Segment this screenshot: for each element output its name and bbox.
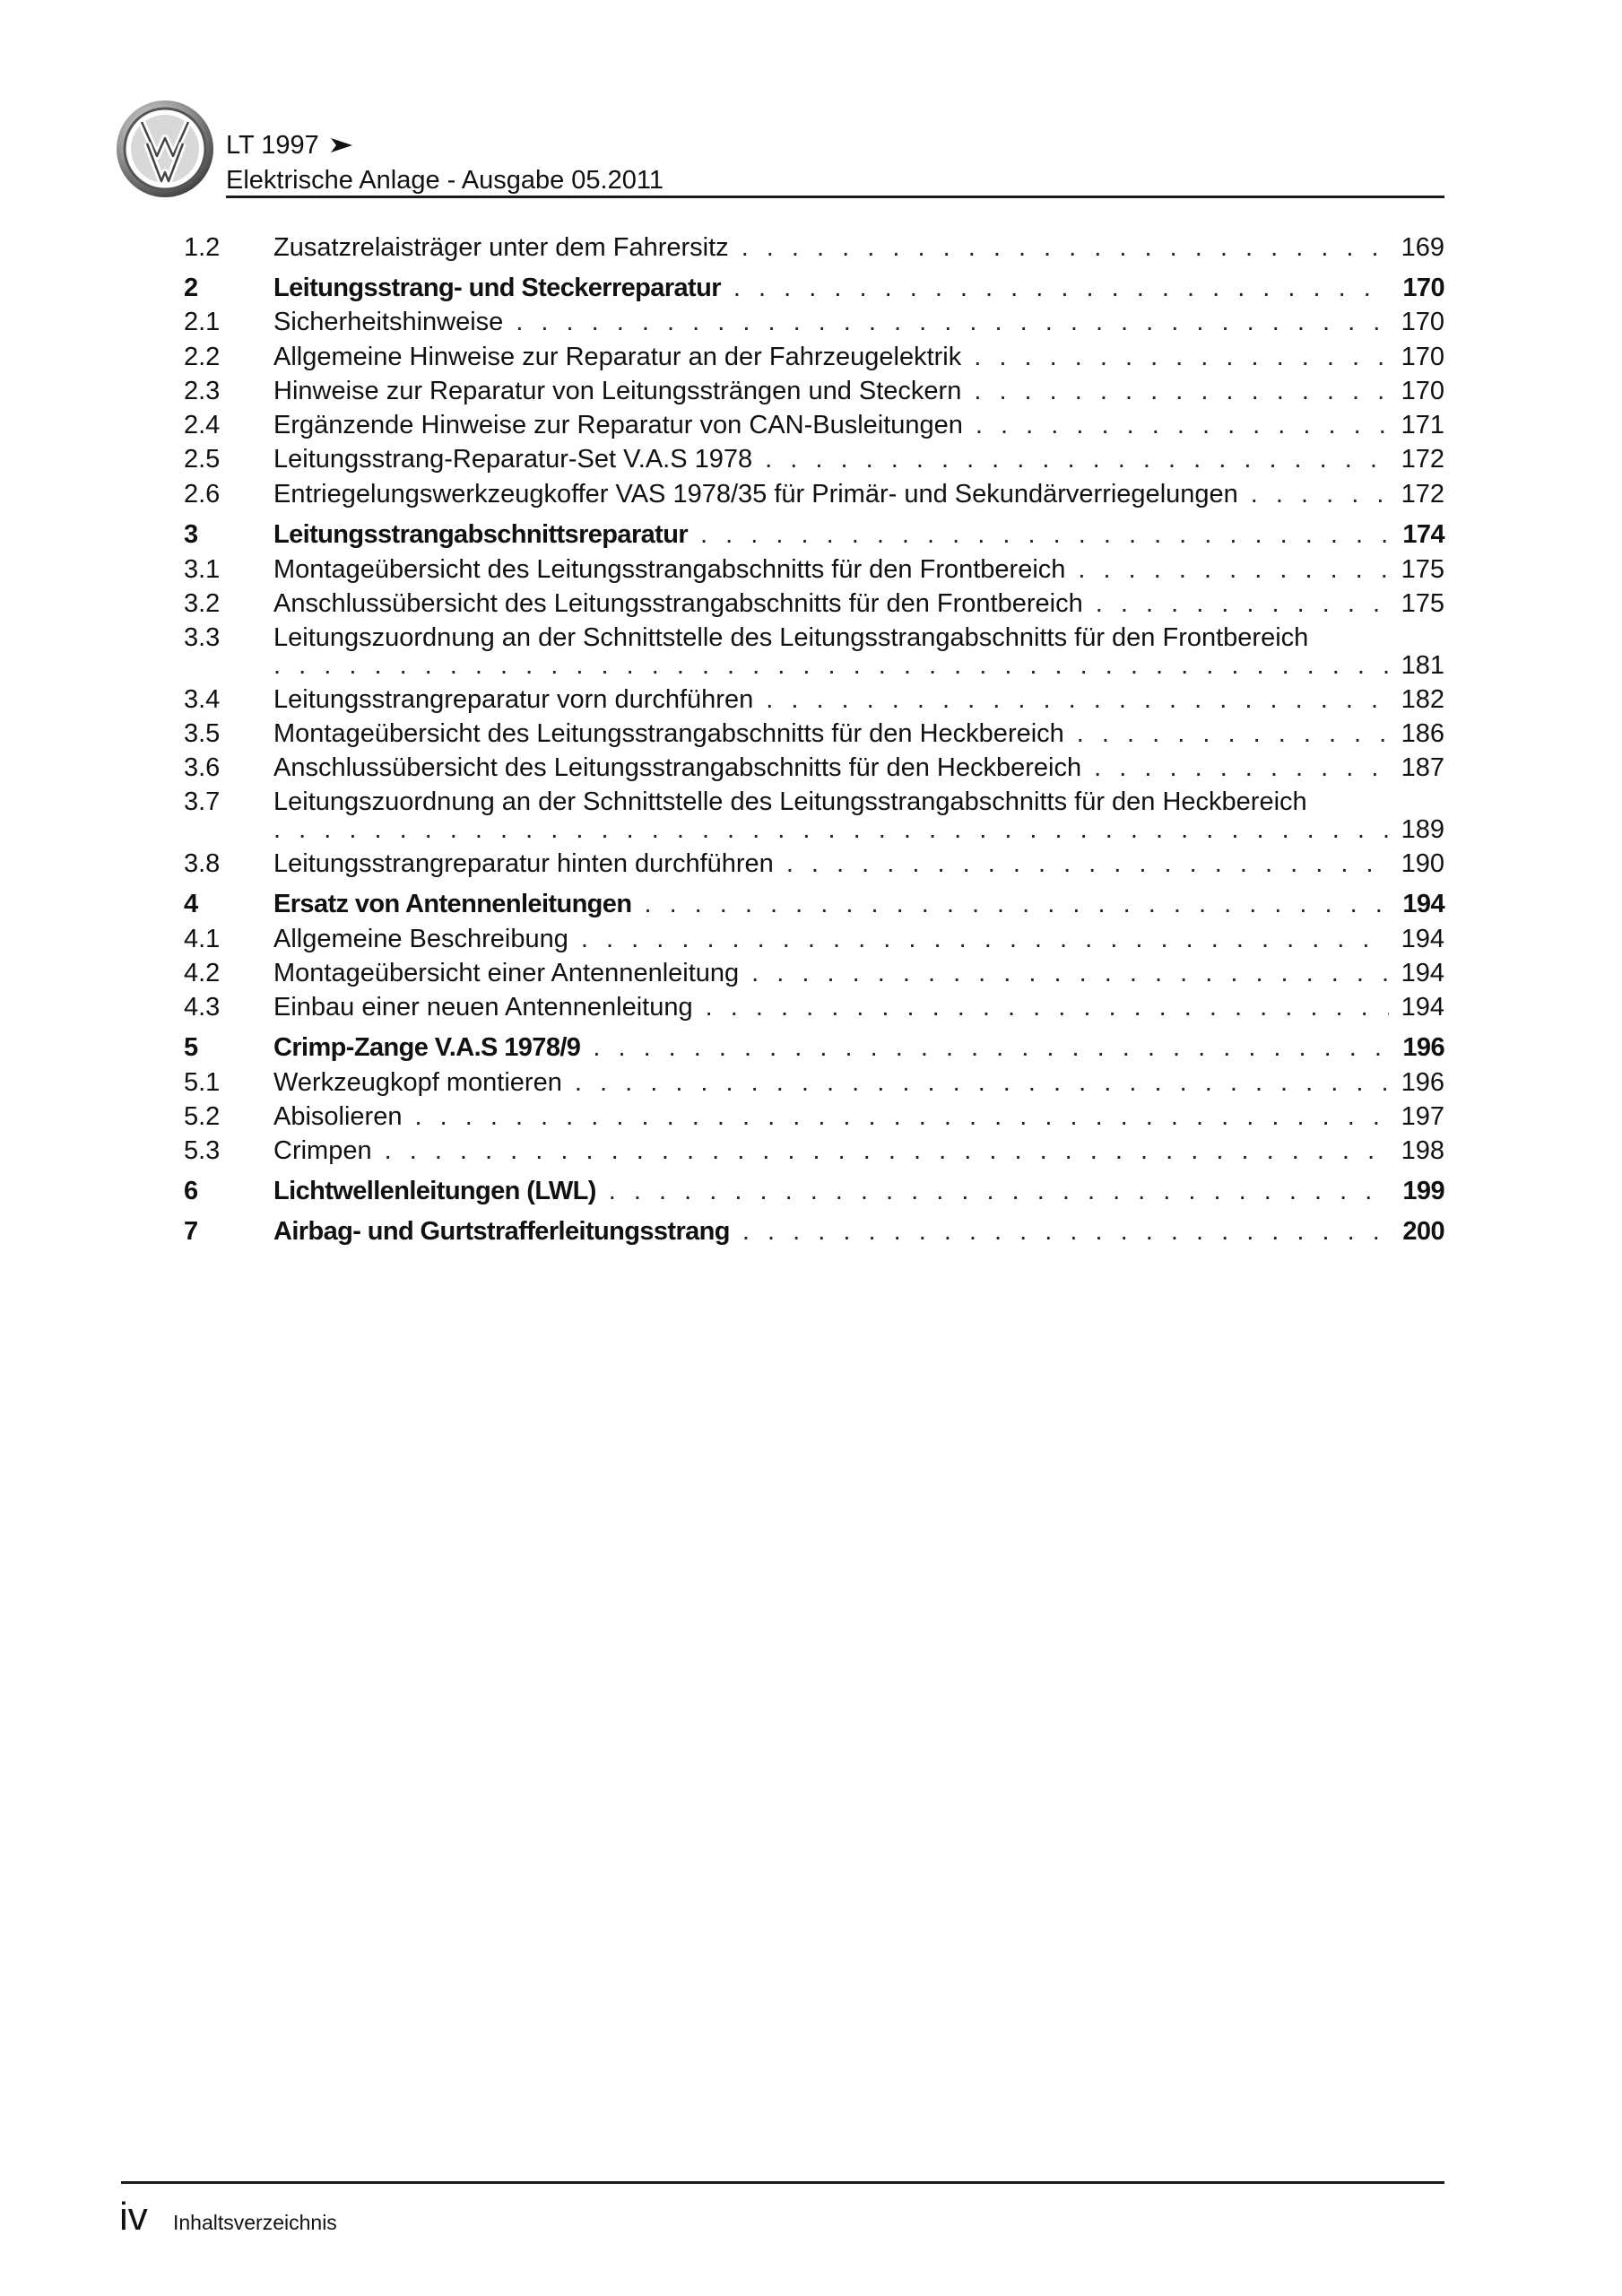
toc-leader	[1078, 553, 1388, 586]
toc-page: 200	[1402, 1217, 1444, 1246]
toc-number: 2	[184, 274, 198, 302]
toc-number: 2.2	[184, 343, 221, 371]
toc-title: Montageübersicht einer Antennenleitung	[273, 959, 740, 987]
toc-leader	[385, 1135, 1389, 1167]
toc-page: 194	[1401, 959, 1444, 987]
toc-number: 3.3	[184, 623, 221, 652]
toc-number: 4	[184, 890, 198, 918]
toc-title: Leitungsstrangreparatur vorn durchführen	[273, 685, 754, 714]
toc-title: Zusatzrelaisträger unter dem Fahrersitz	[273, 233, 729, 262]
toc-number: 3.2	[184, 589, 221, 618]
arrow-right-icon	[330, 137, 353, 153]
toc-number: 5.3	[184, 1136, 221, 1165]
toc-title: Leitungsstrangreparatur hinten durchführen	[273, 849, 774, 878]
toc-number: 3.7	[184, 787, 221, 816]
toc-title: Airbag- und Gurtstrafferleitungsstrang	[273, 1217, 730, 1246]
toc-page: 172	[1401, 445, 1444, 474]
footer-page-number: iv	[119, 2195, 148, 2239]
footer-section: Inhaltsverzeichnis	[173, 2211, 337, 2234]
toc-leader	[700, 518, 1390, 551]
toc-number: 5	[184, 1033, 198, 1062]
toc-leader	[706, 991, 1389, 1023]
toc-number: 4.1	[184, 925, 221, 953]
header-model	[226, 130, 353, 161]
toc-number: 7	[184, 1217, 198, 1246]
toc-title: Werkzeugkopf montieren	[273, 1068, 562, 1097]
toc-page: 196	[1401, 1068, 1444, 1097]
toc-page: 181	[1401, 651, 1444, 680]
toc-page: 169	[1401, 233, 1444, 262]
toc-title: Anschlussübersicht des Leitungsstrangabschnitts für den Heckbereich	[273, 753, 1082, 782]
toc-title: Allgemeine Beschreibung	[273, 925, 568, 953]
toc-leader	[742, 1215, 1391, 1248]
toc-number: 3.1	[184, 555, 221, 584]
toc-leader	[581, 923, 1389, 955]
toc-number: 4.3	[184, 993, 221, 1022]
toc-page: 190	[1401, 849, 1444, 878]
toc-number: 3.4	[184, 685, 221, 714]
toc-page: 196	[1402, 1033, 1444, 1062]
toc-number: 2.3	[184, 377, 221, 405]
toc-title: Leitungsstrang-Reparatur-Set V.A.S 1978	[273, 445, 753, 474]
toc-title: Allgemeine Hinweise zur Reparatur an der Fahrzeugelektrik	[273, 343, 962, 371]
footer-divider	[121, 2181, 1444, 2184]
toc-title: Hinweise zur Reparatur von Leitungssträngen und Steckern	[273, 377, 962, 405]
toc-number: 1.2	[184, 233, 221, 262]
toc-leader	[1096, 587, 1389, 620]
toc-number: 3.6	[184, 753, 221, 782]
toc-number: 5.2	[184, 1102, 221, 1131]
toc-page: 171	[1401, 411, 1444, 439]
toc-leader	[575, 1066, 1389, 1099]
toc-leader	[976, 409, 1389, 441]
toc-number: 2.5	[184, 445, 221, 474]
toc-number: 3.8	[184, 849, 221, 878]
toc-leader	[974, 375, 1388, 407]
toc-leader	[414, 1100, 1388, 1133]
toc-number: 2.1	[184, 308, 221, 336]
toc-leader	[644, 888, 1390, 920]
toc-entry[interactable]	[184, 786, 1444, 850]
toc-leader	[751, 957, 1388, 989]
toc-leader	[593, 1031, 1390, 1064]
toc-entry[interactable]	[184, 622, 1444, 686]
toc-page: 197	[1401, 1102, 1444, 1131]
toc-title: Leitungsstrang- und Steckerreparatur	[273, 274, 721, 302]
toc-page: 174	[1402, 520, 1444, 549]
toc-page: 198	[1401, 1136, 1444, 1165]
header-model-text: LT 1997	[226, 131, 319, 160]
toc-title: Montageübersicht des Leitungsstrangabschnitts für den Heckbereich	[273, 719, 1064, 748]
toc-number: 6	[184, 1177, 198, 1205]
toc-title: Anschlussübersicht des Leitungsstrangabschnitts für den Frontbereich	[273, 589, 1083, 618]
toc-page: 170	[1402, 274, 1444, 302]
toc-leader	[273, 649, 1389, 682]
toc-page: 170	[1401, 308, 1444, 336]
toc-title: Entriegelungswerkzeugkoffer VAS 1978/35 für Primär- und Sekundärverriegelungen	[273, 480, 1238, 509]
toc-number: 3.5	[184, 719, 221, 748]
toc-title: Leitungsstrangabschnittsreparatur	[273, 520, 689, 549]
toc-number: 2.6	[184, 480, 221, 509]
toc-title: Leitungszuordnung an der Schnittstelle des Leitungsstrangabschnitts für den Frontbereich	[273, 623, 1309, 652]
toc-title: Ersatz von Antennenleitungen	[273, 890, 632, 918]
toc-page: 170	[1401, 377, 1444, 405]
toc-leader	[766, 683, 1388, 716]
toc-page: 175	[1401, 589, 1444, 618]
header-divider	[226, 196, 1444, 198]
toc-page: 170	[1401, 343, 1444, 371]
toc-title: Montageübersicht des Leitungsstrangabschnitts für den Frontbereich	[273, 555, 1066, 584]
toc-leader	[1251, 478, 1389, 510]
toc-page: 194	[1402, 890, 1444, 918]
toc-number: 5.1	[184, 1068, 221, 1097]
vw-logo-icon	[115, 99, 215, 199]
toc-leader	[1094, 752, 1388, 784]
toc-number: 3	[184, 520, 198, 549]
toc-title: Crimp-Zange V.A.S 1978/9	[273, 1033, 581, 1062]
toc-title: Lichtwellenleitungen (LWL)	[273, 1177, 596, 1205]
toc-title: Abisolieren	[273, 1102, 403, 1131]
toc-title: Einbau einer neuen Antennenleitung	[273, 993, 693, 1022]
toc-page: 194	[1401, 993, 1444, 1022]
toc-page: 175	[1401, 555, 1444, 584]
toc-title: Ergänzende Hinweise zur Reparatur von CAN-Busleitungen	[273, 411, 963, 439]
toc-leader	[1077, 718, 1389, 750]
toc-number: 4.2	[184, 959, 221, 987]
toc-title: Crimpen	[273, 1136, 372, 1165]
toc-number: 2.4	[184, 411, 221, 439]
toc-leader	[609, 1175, 1391, 1207]
toc-page: 189	[1401, 815, 1444, 844]
toc-page: 187	[1401, 753, 1444, 782]
toc-title: Sicherheitshinweise	[273, 308, 504, 336]
toc-page: 172	[1401, 480, 1444, 509]
toc-leader	[733, 272, 1391, 304]
toc-page: 182	[1401, 685, 1444, 714]
toc-leader	[786, 848, 1389, 880]
toc-leader	[765, 443, 1388, 475]
toc-title: Leitungszuordnung an der Schnittstelle des Leitungsstrangabschnitts für den Heckbereich	[273, 787, 1307, 816]
toc-page: 199	[1402, 1177, 1444, 1205]
toc-leader	[516, 306, 1388, 338]
toc-page: 186	[1401, 719, 1444, 748]
header-subtitle: Elektrische Anlage - Ausgabe 05.2011	[226, 166, 664, 195]
toc-leader	[974, 341, 1388, 373]
toc-leader	[742, 231, 1389, 264]
toc-leader	[273, 813, 1389, 846]
toc-page: 194	[1401, 925, 1444, 953]
